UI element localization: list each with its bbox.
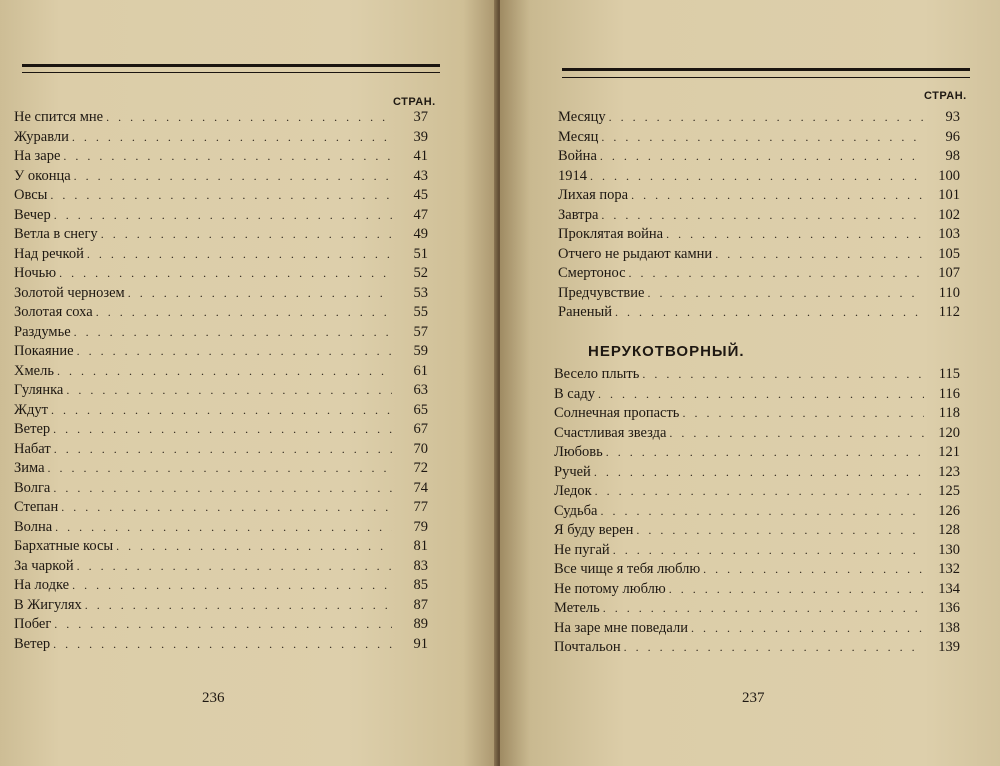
dot-leader [48,459,392,479]
toc-entry-page-number: 91 [413,635,428,652]
toc-entry-title: В Жигулях [14,596,82,613]
dot-leader [590,167,924,187]
dot-leader [128,284,392,304]
dot-leader [54,440,392,460]
toc-entry-page-number: 45 [413,187,428,203]
toc-entry-title: Ветер [14,635,51,652]
dot-leader [57,362,392,382]
toc-entry-title: Вечер [14,206,51,223]
toc-entry-title: Проклятая война [558,226,664,242]
toc-entry [558,108,960,128]
dot-leader [59,264,392,284]
dot-leader [669,424,924,444]
toc-entry-title: Раздумье [14,323,71,340]
toc-entry-page-number: 72 [413,460,428,476]
toc-entry-title: Гулянка [14,382,64,398]
dot-leader [715,245,924,265]
toc-entry-page-number: 125 [938,483,960,499]
toc-entry [554,502,960,522]
toc-entry-title: На заре мне поведали [554,619,688,636]
toc-entry-page-number: 81 [413,538,428,554]
toc-entry [554,482,960,502]
dot-leader [53,635,392,655]
toc-entry-page-number: 96 [945,128,960,145]
toc-entry [14,264,428,284]
dot-leader [669,580,924,600]
toc-entry [554,599,960,619]
toc-entry-title: Не спится мне [14,109,104,125]
dot-leader [106,108,392,128]
dot-leader [116,537,392,557]
dot-leader [603,599,924,619]
toc-entry [14,420,428,440]
toc-entry [14,381,428,401]
toc-entry-page-number: 51 [413,245,428,262]
toc-entry [558,284,960,304]
right-header-rule-thick [562,68,970,71]
toc-entry-title: Ветер [14,421,51,437]
toc-entry [14,108,428,128]
left-header-rule-thick [22,64,440,67]
toc-entry-title: Месяц [558,128,599,145]
toc-entry-page-number: 116 [938,385,960,402]
toc-entry-page-number: 57 [413,323,428,340]
dot-leader [54,615,392,635]
toc-entry-page-number: 52 [413,265,428,281]
dot-leader [72,576,392,596]
left-column-header: СТРАН. [393,96,436,108]
dot-leader [55,518,392,538]
dot-leader [87,245,392,265]
toc-entry-title: Судьба [554,502,598,519]
toc-entry-title: Ночью [14,265,57,281]
dot-leader [51,401,392,421]
right-page-number: 237 [742,690,765,706]
dot-leader [600,147,924,167]
toc-entry-page-number: 63 [413,382,428,398]
dot-leader [54,206,392,226]
toc-entry-title: Журавли [14,128,69,145]
dot-leader [53,479,392,499]
toc-entry-title: Все чище я тебя люблю [554,561,701,577]
toc-entry-page-number: 136 [938,600,960,616]
toc-entry [14,303,428,323]
toc-entry [14,596,428,616]
toc-entry-page-number: 53 [413,284,428,301]
toc-entry [14,557,428,577]
toc-entry [14,401,428,421]
toc-entry [14,342,428,362]
toc-entry [558,167,960,187]
toc-entry-title: Ручей [554,463,591,480]
right-page [500,0,1000,766]
toc-entry-title: Бархатные косы [14,538,114,554]
toc-entry-page-number: 126 [938,502,960,519]
toc-entry-title: Овсы [14,187,48,203]
toc-entry-page-number: 107 [938,265,960,281]
toc-entry-title: 1914 [558,167,587,184]
toc-entry-page-number: 138 [938,619,960,636]
toc-entry-page-number: 89 [413,616,428,632]
toc-entry-title: Не потому люблю [554,580,666,597]
right-header-rule-thin [562,77,970,78]
toc-entry-page-number: 102 [938,206,960,223]
toc-entry-title: В саду [554,385,595,402]
toc-entry-title: Весело плыть [554,366,640,382]
toc-entry-title: Побег [14,616,52,632]
dot-leader [598,385,924,405]
dot-leader [613,541,924,561]
toc-entry-page-number: 41 [413,148,428,164]
toc-entry-title: Золотая соха [14,304,93,320]
dot-leader [636,521,924,541]
toc-entry-title: Война [558,148,597,164]
toc-entry-page-number: 121 [938,444,960,460]
toc-entry-page-number: 85 [413,577,428,593]
dot-leader [66,381,392,401]
toc-entry-title: Волна [14,518,53,535]
toc-entry-title: Покаяние [14,343,74,359]
toc-entry-page-number: 65 [413,401,428,418]
section-heading: НЕРУКОТВОРНЫЙ. [588,343,745,360]
dot-leader [601,128,924,148]
toc-entry-title: Ждут [14,401,48,418]
toc-entry-title: Почтальон [554,639,621,655]
toc-entry [554,443,960,463]
dot-leader [601,206,924,226]
dot-leader [595,482,924,502]
toc-entry-page-number: 49 [413,226,428,242]
left-header-rule-thin [22,72,440,73]
toc-entry [14,440,428,460]
toc-entry-page-number: 59 [413,343,428,359]
toc-entry [554,463,960,483]
toc-entry-title: Над речкой [14,245,84,262]
dot-leader [631,186,924,206]
toc-entry [554,424,960,444]
toc-entry-page-number: 112 [938,304,960,320]
toc-entry [14,206,428,226]
toc-entry [554,560,960,580]
toc-entry [558,128,960,148]
dot-leader [53,420,392,440]
toc-entry-page-number: 101 [938,187,960,203]
dot-leader [74,167,392,187]
dot-leader [74,323,392,343]
right-column-header: СТРАН. [924,90,967,102]
toc-entry-page-number: 93 [945,109,960,125]
toc-entry-page-number: 83 [413,557,428,574]
left-toc-list [14,108,428,654]
toc-entry [558,264,960,284]
dot-leader [594,463,924,483]
dot-leader [642,365,924,385]
dot-leader [101,225,392,245]
toc-entry-page-number: 47 [413,206,428,223]
left-page [0,0,498,766]
dot-leader [63,147,392,167]
dot-leader [682,404,924,424]
toc-entry [14,459,428,479]
toc-entry [14,362,428,382]
toc-entry [554,385,960,405]
dot-leader [72,128,392,148]
dot-leader [615,303,924,323]
toc-entry-title: Счастливая звезда [554,424,667,441]
toc-entry [14,186,428,206]
toc-entry-page-number: 130 [938,541,960,558]
toc-entry-page-number: 134 [938,580,960,597]
toc-entry-title: Лихая пора [558,187,629,203]
toc-entry [14,576,428,596]
dot-leader [624,638,924,658]
toc-entry-page-number: 37 [413,109,428,125]
toc-entry [14,537,428,557]
toc-entry-page-number: 55 [413,304,428,320]
toc-entry-title: Метель [554,600,600,616]
toc-entry [14,479,428,499]
toc-entry [14,128,428,148]
toc-entry [14,498,428,518]
toc-entry [14,167,428,187]
dot-leader [609,108,924,128]
dot-leader [606,443,924,463]
toc-entry-title: Ветла в снегу [14,226,98,242]
toc-entry [554,365,960,385]
section-toc-list [554,365,960,658]
toc-entry [554,521,960,541]
toc-entry [14,245,428,265]
toc-entry [554,541,960,561]
toc-entry [554,404,960,424]
toc-entry-page-number: 74 [413,479,428,496]
toc-entry-title: На заре [14,148,61,164]
left-page-number: 236 [202,690,225,706]
toc-entry [14,635,428,655]
toc-entry [554,580,960,600]
dot-leader [77,557,392,577]
dot-leader [77,342,392,362]
toc-entry-title: Отчего не рыдают камни [558,245,713,262]
toc-entry [14,225,428,245]
toc-entry-title: Смертонос [558,265,626,281]
toc-entry [554,638,960,658]
toc-entry [14,323,428,343]
toc-entry-page-number: 115 [938,366,960,382]
toc-entry-title: За чаркой [14,557,74,574]
toc-entry-title: Месяцу [558,109,606,125]
toc-entry-title: Золотой чернозем [14,284,125,301]
dot-leader [61,498,392,518]
toc-entry-page-number: 128 [938,522,960,538]
toc-entry-page-number: 120 [938,424,960,441]
toc-entry-page-number: 100 [938,167,960,184]
toc-entry-title: Хмель [14,362,54,379]
toc-entry [14,518,428,538]
dot-leader [691,619,924,639]
toc-entry-title: Ледок [554,483,592,499]
toc-entry [14,615,428,635]
toc-entry [554,619,960,639]
dot-leader [50,186,392,206]
dot-leader [629,264,924,284]
toc-entry-title: Волга [14,479,51,496]
toc-entry-title: Степан [14,499,59,515]
toc-entry-page-number: 77 [413,499,428,515]
toc-entry-title: На лодке [14,577,70,593]
toc-entry-title: Любовь [554,444,603,460]
toc-entry-page-number: 132 [938,561,960,577]
toc-entry [558,206,960,226]
toc-entry-title: Набат [14,440,51,457]
dot-leader [647,284,924,304]
toc-entry-page-number: 67 [413,421,428,437]
toc-entry-title: У оконца [14,167,71,184]
toc-entry-title: Не пугай [554,541,610,558]
toc-entry-title: Солнечная пропасть [554,405,680,421]
toc-entry [558,186,960,206]
toc-entry-page-number: 103 [938,226,960,242]
dot-leader [600,502,924,522]
toc-entry-page-number: 70 [413,440,428,457]
toc-entry [558,147,960,167]
toc-entry [14,147,428,167]
toc-entry-page-number: 123 [938,463,960,480]
toc-entry-page-number: 39 [413,128,428,145]
toc-entry [558,225,960,245]
dot-leader [703,560,924,580]
toc-entry [14,284,428,304]
toc-entry-title: Зима [14,460,45,476]
toc-entry-page-number: 87 [413,596,428,613]
toc-entry-title: Завтра [558,206,599,223]
toc-entry-title: Предчувствие [558,284,645,301]
toc-entry-title: Я буду верен [554,522,634,538]
dot-leader [85,596,392,616]
toc-entry-page-number: 139 [938,639,960,655]
toc-entry-page-number: 110 [938,284,960,301]
toc-entry-page-number: 105 [938,245,960,262]
toc-entry-page-number: 61 [413,362,428,379]
toc-entry [558,303,960,323]
toc-entry-page-number: 43 [413,167,428,184]
toc-entry-page-number: 118 [938,405,960,421]
right-toc-list [558,108,960,323]
toc-entry-page-number: 98 [945,148,960,164]
toc-entry-title: Раненый [558,304,612,320]
toc-entry [558,245,960,265]
dot-leader [96,303,392,323]
toc-entry-page-number: 79 [413,518,428,535]
dot-leader [666,225,924,245]
